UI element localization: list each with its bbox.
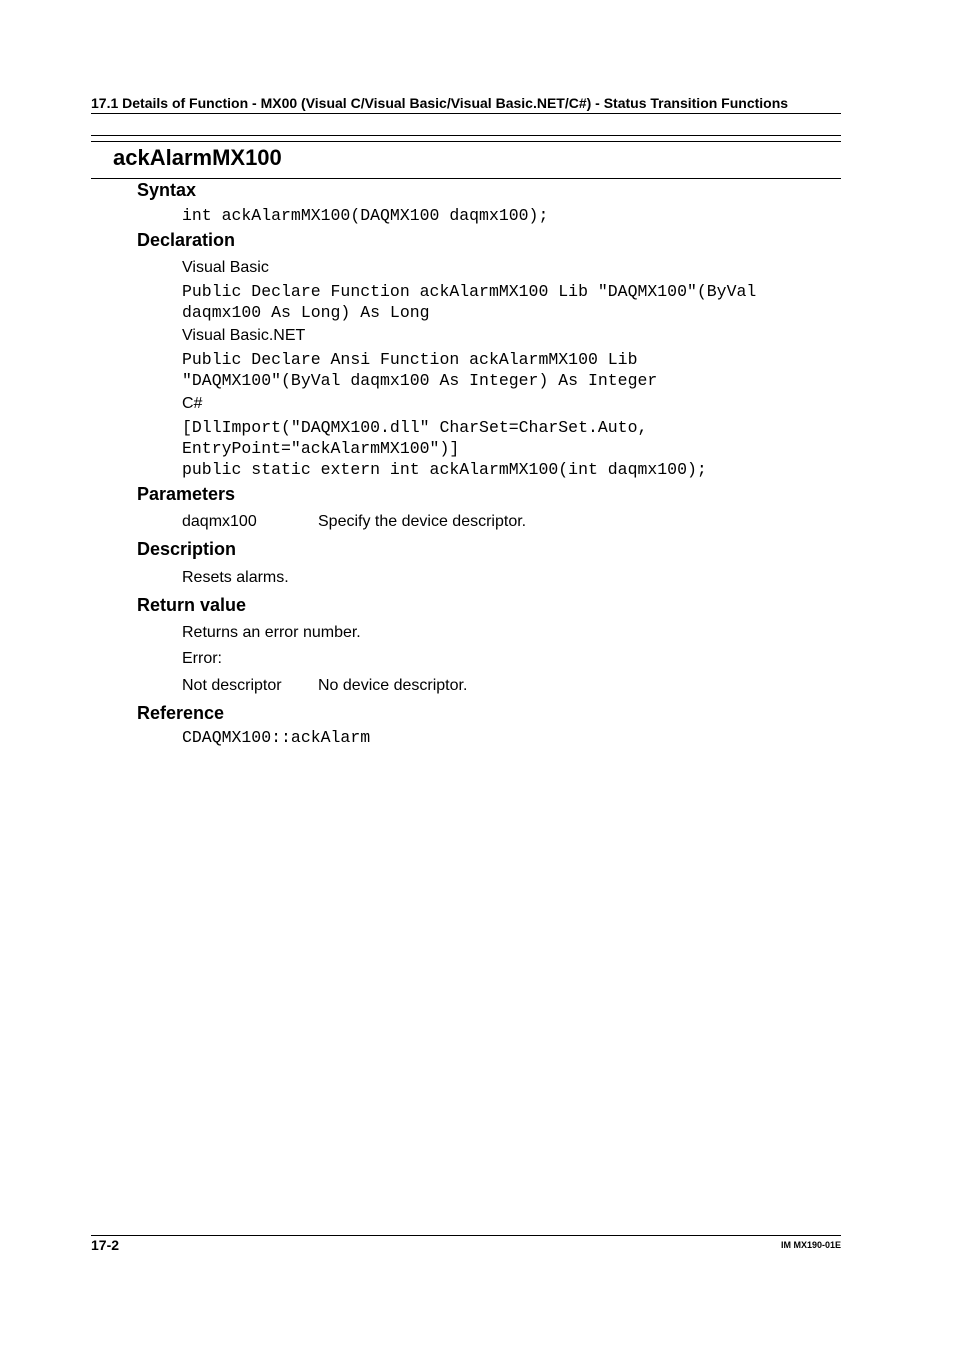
document-id: IM MX190-01E xyxy=(780,1240,841,1250)
vbnet-code-line-2: "DAQMX100"(ByVal daqmx100 As Integer) As Integer xyxy=(182,371,658,390)
title-rule-bottom xyxy=(91,178,841,179)
csharp-code-line-2: EntryPoint="ackAlarmMX100")] xyxy=(182,439,460,458)
function-title: ackAlarmMX100 xyxy=(113,145,282,170)
reference-heading: Reference xyxy=(137,703,225,723)
syntax-heading: Syntax xyxy=(137,180,197,200)
vb-code-line-2: daqmx100 As Long) As Long xyxy=(182,303,430,322)
return-value-heading: Return value xyxy=(137,595,247,615)
vb-code-line-1: Public Declare Function ackAlarmMX100 Lib "DAQMX100"(ByVal xyxy=(182,282,757,301)
page-number: 17-2 xyxy=(91,1237,120,1253)
header-rule xyxy=(91,113,841,114)
error-description: No device descriptor. xyxy=(318,677,468,694)
reference-code: CDAQMX100::ackAlarm xyxy=(182,728,371,747)
error-label: Error: xyxy=(182,650,222,667)
vbnet-label: Visual Basic.NET xyxy=(182,327,306,344)
parameter-description: Specify the device descriptor. xyxy=(318,513,527,530)
title-rule-top-2 xyxy=(91,141,841,142)
parameters-heading: Parameters xyxy=(137,484,236,504)
description-text: Resets alarms. xyxy=(182,569,289,586)
error-name: Not descriptor xyxy=(182,677,282,694)
vbnet-code-line-1: Public Declare Ansi Function ackAlarmMX100 Lib xyxy=(182,350,638,369)
csharp-code-line-3: public static extern int ackAlarmMX100(int daqmx100); xyxy=(182,460,707,479)
csharp-code-line-1: [DllImport("DAQMX100.dll" CharSet=CharSet.Auto, xyxy=(182,418,648,437)
csharp-label: C# xyxy=(182,395,203,412)
syntax-code: int ackAlarmMX100(DAQMX100 daqmx100); xyxy=(182,206,549,225)
description-heading: Description xyxy=(137,539,237,559)
title-rule-top-1 xyxy=(91,135,841,136)
footer-rule xyxy=(91,1235,841,1236)
parameter-name: daqmx100 xyxy=(182,513,257,530)
return-value-text: Returns an error number. xyxy=(182,624,361,641)
declaration-heading: Declaration xyxy=(137,230,236,250)
running-header: 17.1 Details of Function - MX00 (Visual C/Visual Basic/Visual Basic.NET/C#) - Status Transition Functions xyxy=(91,95,789,111)
vb-label: Visual Basic xyxy=(182,259,269,276)
